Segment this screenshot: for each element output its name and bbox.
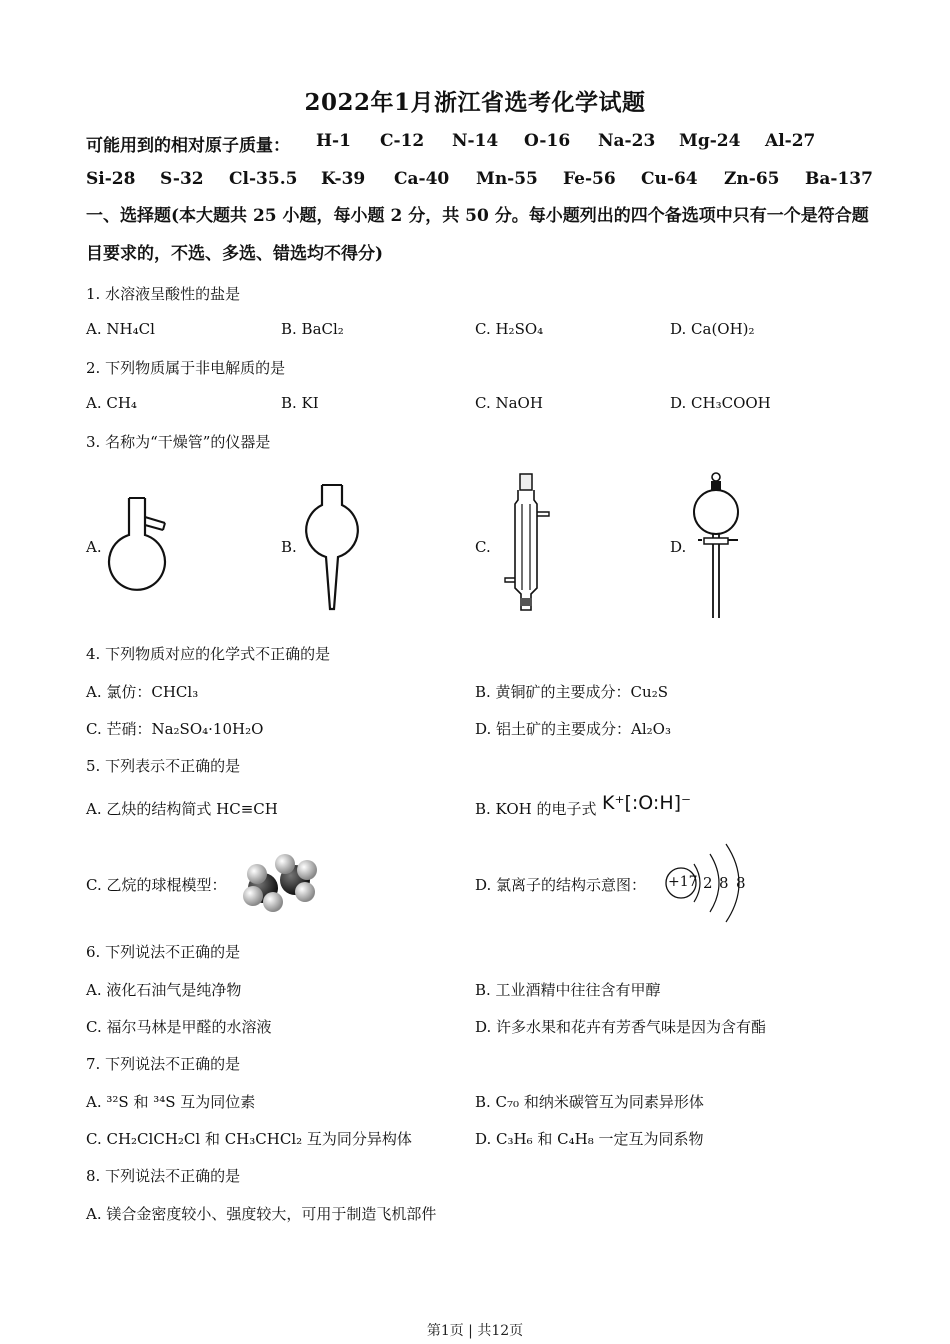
chloride-shell-3: 8: [736, 874, 746, 892]
condenser-icon: [505, 470, 555, 620]
q2-option-a: A. CH₄: [86, 394, 137, 412]
mass-item: S-32: [160, 169, 204, 189]
q4-option-d: D. 铝土矿的主要成分：Al₂O₃: [475, 720, 671, 738]
koh-electron-formula: K⁺[:O:H]⁻: [602, 792, 692, 814]
q6-option-a: A. 液化石油气是纯净物: [86, 981, 242, 999]
q1-option-a: A. NH₄Cl: [86, 320, 155, 338]
q3-option-c: C.: [475, 538, 491, 556]
mass-item: Ba-137: [805, 169, 873, 189]
q7-option-a: A. ³²S 和 ³⁴S 互为同位素: [86, 1093, 256, 1111]
mass-item: H-1: [316, 131, 351, 151]
q1-option-d: D. Ca(OH)₂: [670, 320, 755, 338]
q7-option-c: C. CH₂ClCH₂Cl 和 CH₃CHCl₂ 互为同分异构体: [86, 1130, 412, 1148]
mass-item: K-39: [321, 169, 366, 189]
q4-option-c: C. 芒硝：Na₂SO₄·10H₂O: [86, 720, 264, 738]
distillation-flask-icon: [105, 495, 175, 595]
q7-option-b: B. C₇₀ 和纳米碳管互为同素异形体: [475, 1093, 704, 1111]
q1-option-b: B. BaCl₂: [281, 320, 344, 338]
masses-label: 可能用到的相对原子质量：: [86, 136, 290, 156]
mass-item: Al-27: [765, 131, 816, 151]
q3-option-a: A.: [86, 538, 102, 556]
q6-option-b: B. 工业酒精中往往含有甲醇: [475, 981, 661, 999]
q2-option-d: D. CH₃COOH: [670, 394, 771, 412]
question-2-stem: 2. 下列物质属于非电解质的是: [86, 359, 286, 377]
mass-item: Cu-64: [641, 169, 698, 189]
mass-item: Cl-35.5: [229, 169, 298, 189]
q7-option-d: D. C₃H₆ 和 C₄H₈ 一定互为同系物: [475, 1130, 704, 1148]
q3-option-d: D.: [670, 538, 687, 556]
q5-option-c: C. 乙烷的球棍模型：: [86, 876, 227, 894]
q3-option-b: B.: [281, 538, 297, 556]
mass-item: Si-28: [86, 169, 136, 189]
page-footer: 第1页 | 共12页: [426, 1323, 524, 1339]
q2-option-c: C. NaOH: [475, 394, 543, 412]
question-1-stem: 1. 水溶液呈酸性的盐是: [86, 285, 241, 303]
q6-option-d: D. 许多水果和花卉有芳香气味是因为含有酯: [475, 1018, 767, 1036]
q1-option-c: C. H₂SO₄: [475, 320, 544, 338]
question-3-stem: 3. 名称为“干燥管”的仪器是: [86, 433, 271, 451]
chloride-shell-2: 8: [719, 874, 729, 892]
question-6-stem: 6. 下列说法不正确的是: [86, 943, 241, 961]
mass-item: Ca-40: [394, 169, 450, 189]
q6-option-c: C. 福尔马林是甲醛的水溶液: [86, 1018, 272, 1036]
chloride-shell-1: 2: [703, 874, 713, 892]
mass-item: C-12: [380, 131, 425, 151]
q4-option-a: A. 氯仿：CHCl₃: [86, 683, 199, 701]
question-5-stem: 5. 下列表示不正确的是: [86, 757, 241, 775]
mass-item: O-16: [524, 131, 571, 151]
q5-option-b: B. KOH 的电子式: [475, 800, 597, 818]
question-4-stem: 4. 下列物质对应的化学式不正确的是: [86, 645, 331, 663]
separatory-funnel-icon: [690, 470, 750, 620]
mass-item: Zn-65: [724, 169, 780, 189]
bulb-tube-icon: [300, 483, 364, 613]
q2-option-b: B. KI: [281, 394, 319, 412]
mass-item: Na-23: [598, 131, 656, 151]
section-heading: 一、选择题(本大题共 25 小题，每小题 2 分，共 50 分。每小题列出的四个备选项中只有一个是符合题目要求的，不选、多选、错选均不得分): [86, 206, 869, 264]
question-8-stem: 8. 下列说法不正确的是: [86, 1167, 241, 1185]
page-title: 2022年1月浙江省选考化学试题: [304, 89, 646, 116]
q5-option-d: D. 氯离子的结构示意图：: [475, 876, 647, 894]
mass-item: Mn-55: [476, 169, 538, 189]
ethane-ball-model-icon: [243, 852, 317, 912]
mass-item: Mg-24: [679, 131, 741, 151]
question-7-stem: 7. 下列说法不正确的是: [86, 1055, 241, 1073]
mass-item: N-14: [452, 131, 499, 151]
chloride-nucleus: +17: [668, 874, 698, 890]
q5-option-a: A. 乙炔的结构简式 HC≡CH: [86, 800, 278, 818]
mass-item: Fe-56: [563, 169, 616, 189]
q8-option-a: A. 镁合金密度较小、强度较大，可用于制造飞机部件: [86, 1205, 437, 1223]
q4-option-b: B. 黄铜矿的主要成分：Cu₂S: [475, 683, 668, 701]
